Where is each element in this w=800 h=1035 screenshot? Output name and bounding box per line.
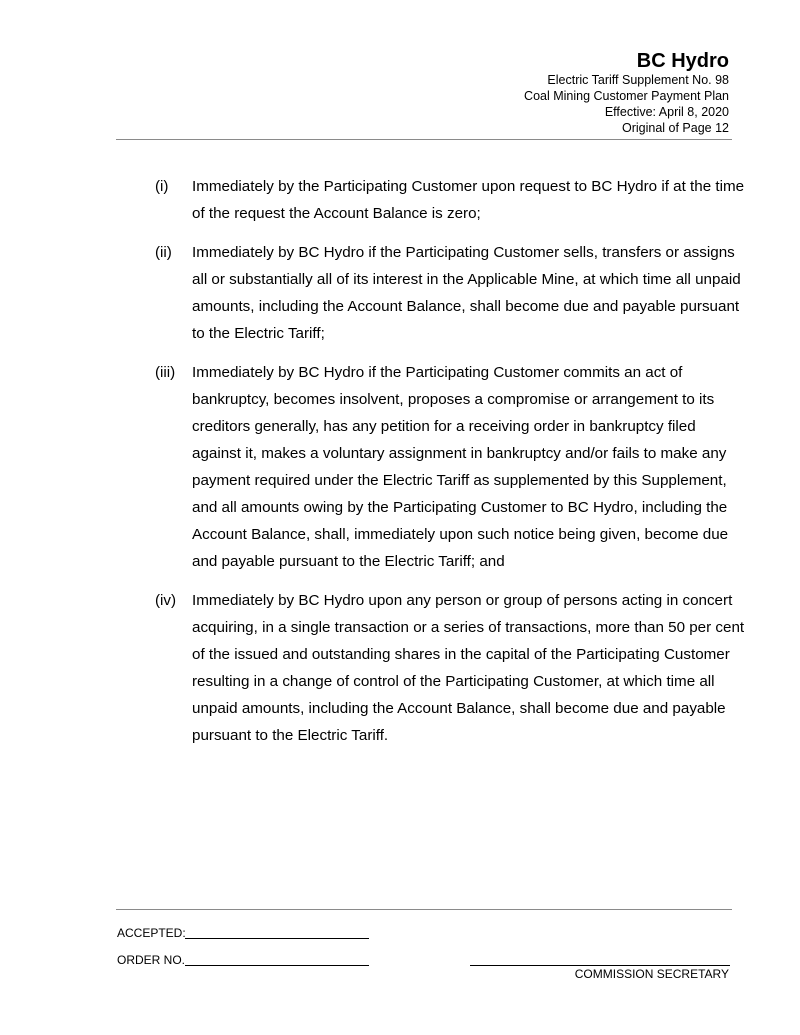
page-number: Original of Page 12 <box>621 121 729 135</box>
item-number: (iv) <box>155 592 177 609</box>
list-item <box>155 587 745 749</box>
item-number: (ii) <box>155 244 172 261</box>
supplement-number: Electric Tariff Supplement No. 98 <box>547 73 729 87</box>
commission-secretary-label: COMMISSION SECRETARY <box>574 967 729 981</box>
effective-date: Effective: April 8, 2020 <box>604 105 729 119</box>
item-number: (i) <box>155 178 169 195</box>
page-header <box>524 50 729 136</box>
footer-divider <box>116 909 732 910</box>
item-text: Immediately by the Participating Customer upon request to BC Hydro if at the time of the request the Account Balance is zero; <box>192 178 745 222</box>
item-text: Immediately by BC Hydro upon any person or group of persons acting in concert acquiring, in a single transaction or a series of transactions, more than 50 per cent of the issued and outstanding shares in the capital of the Participating Customer resulting in a change of control of the Participating Customer, at which time all unpaid amounts, including the Account Balance, shall become due and payable pursuant to the Electric Tariff. <box>192 592 745 744</box>
item-text: Immediately by BC Hydro if the Participating Customer sells, transfers or assigns all or substantially all of its interest in the Applicable Mine, at which time all unpaid amounts, including the Account Balance, shall become due and payable pursuant to the Electric Tariff; <box>192 244 741 342</box>
plan-title: Coal Mining Customer Payment Plan <box>524 89 729 103</box>
company-name: BC Hydro <box>636 50 729 72</box>
secretary-signature-line <box>470 965 730 966</box>
order-number-line <box>185 965 369 966</box>
order-number-label: ORDER NO. <box>117 953 186 967</box>
accepted-signature-line <box>185 938 369 939</box>
list-item <box>155 359 745 575</box>
item-text: Immediately by BC Hydro if the Participating Customer commits an act of bankruptcy, becomes insolvent, proposes a compromise or arrangement to its creditors generally, has any petition for a receiving order in bankruptcy filed against it, makes a voluntary assignment in bankruptcy and/or fails to make any payment required under the Electric Tariff as supplemented by this Supplement, and all amounts owing by the Participating Customer to BC Hydro, including the Account Balance, shall, immediately upon such notice being given, become due and payable pursuant to the Electric Tariff; and <box>192 364 729 570</box>
list-item <box>155 173 745 227</box>
termination-list <box>155 173 745 761</box>
header-divider <box>116 139 732 140</box>
item-number: (iii) <box>155 364 176 381</box>
accepted-label: ACCEPTED: <box>117 926 186 940</box>
list-item <box>155 239 745 347</box>
